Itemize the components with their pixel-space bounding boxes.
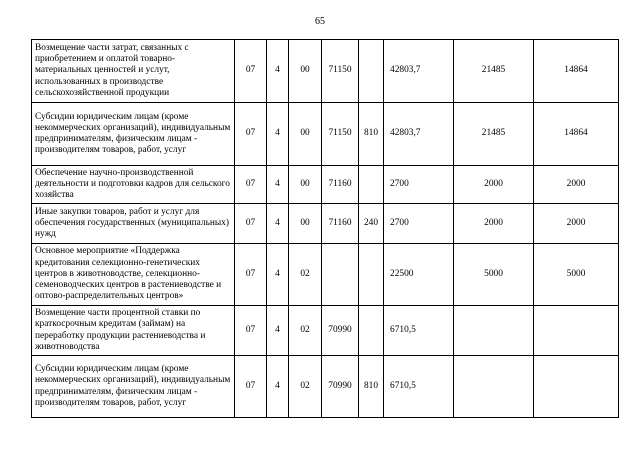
row-name: Субсидии юридическим лицам (кроме некоммерческих организаций), индивидуальным предпринимателям, физическим лицам - производителям товаров, работ, услуг xyxy=(32,356,235,418)
direction-code: 70990 xyxy=(322,306,359,356)
amount-year-2 xyxy=(454,306,534,356)
amount-year-2: 21485 xyxy=(454,103,534,166)
expense-type-code xyxy=(359,244,384,306)
row-name: Обеспечение научно-производственной деятельности и подготовки кадров для сельского хозяйства xyxy=(32,166,235,204)
amount-year-3 xyxy=(534,306,619,356)
amount-year-1: 42803,7 xyxy=(384,40,454,103)
subprogram-code: 4 xyxy=(267,244,289,306)
amount-year-1: 6710,5 xyxy=(384,356,454,418)
subprogram-code: 4 xyxy=(267,103,289,166)
event-code: 02 xyxy=(289,306,322,356)
expense-type-code xyxy=(359,40,384,103)
subprogram-code: 4 xyxy=(267,306,289,356)
section-code: 07 xyxy=(235,204,267,244)
budget-table xyxy=(31,39,619,418)
event-code: 02 xyxy=(289,244,322,306)
amount-year-2: 21485 xyxy=(454,40,534,103)
event-code: 00 xyxy=(289,103,322,166)
direction-code xyxy=(322,244,359,306)
event-code: 00 xyxy=(289,166,322,204)
table-row xyxy=(32,40,619,103)
direction-code: 71150 xyxy=(322,103,359,166)
table-row xyxy=(32,166,619,204)
subprogram-code: 4 xyxy=(267,356,289,418)
section-code: 07 xyxy=(235,356,267,418)
section-code: 07 xyxy=(235,103,267,166)
amount-year-2 xyxy=(454,356,534,418)
expense-type-code: 810 xyxy=(359,103,384,166)
section-code: 07 xyxy=(235,306,267,356)
amount-year-3: 2000 xyxy=(534,204,619,244)
event-code: 00 xyxy=(289,204,322,244)
amount-year-1: 22500 xyxy=(384,244,454,306)
direction-code: 71160 xyxy=(322,166,359,204)
amount-year-2: 5000 xyxy=(454,244,534,306)
expense-type-code: 810 xyxy=(359,356,384,418)
table-row xyxy=(32,103,619,166)
subprogram-code: 4 xyxy=(267,166,289,204)
table-row xyxy=(32,204,619,244)
table-row xyxy=(32,356,619,418)
direction-code: 70990 xyxy=(322,356,359,418)
row-name: Возмещение части процентной ставки по краткосрочным кредитам (займам) на переработку продукции растениеводства и животноводства xyxy=(32,306,235,356)
amount-year-2: 2000 xyxy=(454,166,534,204)
table-row xyxy=(32,306,619,356)
amount-year-2: 2000 xyxy=(454,204,534,244)
row-name: Субсидии юридическим лицам (кроме некоммерческих организаций), индивидуальным предпринимателям, физическим лицам - производителям товаров, работ, услуг xyxy=(32,103,235,166)
event-code: 02 xyxy=(289,356,322,418)
amount-year-3: 2000 xyxy=(534,166,619,204)
subprogram-code: 4 xyxy=(267,40,289,103)
expense-type-code xyxy=(359,166,384,204)
page-number: 65 xyxy=(315,16,325,27)
amount-year-3 xyxy=(534,356,619,418)
direction-code: 71160 xyxy=(322,204,359,244)
section-code: 07 xyxy=(235,40,267,103)
amount-year-3: 5000 xyxy=(534,244,619,306)
event-code: 00 xyxy=(289,40,322,103)
table-row xyxy=(32,244,619,306)
amount-year-3: 14864 xyxy=(534,103,619,166)
expense-type-code xyxy=(359,306,384,356)
subprogram-code: 4 xyxy=(267,204,289,244)
amount-year-1: 2700 xyxy=(384,204,454,244)
expense-type-code: 240 xyxy=(359,204,384,244)
amount-year-1: 42803,7 xyxy=(384,103,454,166)
amount-year-1: 2700 xyxy=(384,166,454,204)
row-name: Возмещение части затрат, связанных с приобретением и оплатой товарно-материальных ценностей и услут, использованных в производстве сельскохозяйственной продукции xyxy=(32,40,235,103)
amount-year-3: 14864 xyxy=(534,40,619,103)
amount-year-1: 6710,5 xyxy=(384,306,454,356)
section-code: 07 xyxy=(235,166,267,204)
direction-code: 71150 xyxy=(322,40,359,103)
row-name: Иные закупки товаров, работ и услуг для обеспечения государственных (муниципальных) нужд xyxy=(32,204,235,244)
section-code: 07 xyxy=(235,244,267,306)
row-name: Основное мероприятие «Поддержка кредитования селекционно-генетических центров в животноводстве, селекционно-семеноводческих центров в растениеводстве и оптово-распределительных центров» xyxy=(32,244,235,306)
